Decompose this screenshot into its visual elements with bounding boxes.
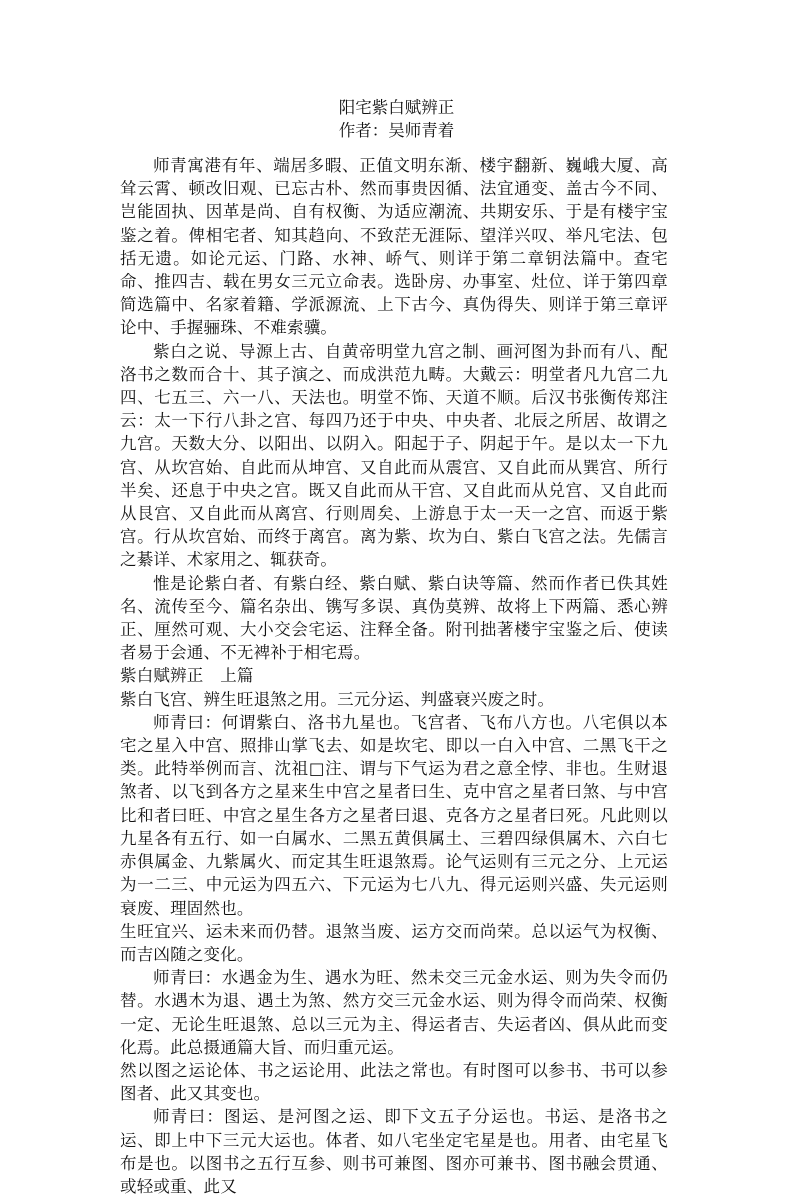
section-heading: 紫白赋辨正 上篇 [120,666,254,686]
commentary-paragraph: 师青曰：何谓紫白、洛书九星也。飞宫者、飞布八方也。八宅俱以本宅之星入中宫、照排山掌飞去、如是坎宅、即以一白入中宫、二黑飞干之类。此特举例而言、沈祖□注、谓与下气运为君之意全悖、非也。生财退煞者、以飞到各方之星来生中宫之星者曰生、克中宫之星者曰煞、与中宫比和者曰旺、中宫之星生各方之星者曰退、克各方之星者曰死。凡此则以九星各有五行、如一白属水、二黑五黄俱属土、三碧四绿俱属木、六白七赤俱属金、九紫属火、而定其生旺退煞焉。论气运则有三元之分、上元运为一二三、中元运为四五六、下元运为七八九、得元运则兴盛、失元运则衰废、理固然也。 [120,712,668,918]
verse-line: 然以图之运论体、书之运论用、此法之常也。有时图可以参书、书可以参图者、此又其变也。 [120,1060,668,1104]
commentary-paragraph: 师青曰：图运、是河图之运、即下文五子分运也。书运、是洛书之运、即上中下三元大运也。体者、如八宅坐定宅星是也。用者、由宅星飞布是也。以图书之五行互参、则书可兼图、图亦可兼书、图书融会贯通、或轻或重、此又 [120,1107,668,1196]
verse-line: 生旺宜兴、运未来而仍替。退煞当废、运方交而尚荣。总以运气为权衡、而吉凶随之变化。 [120,921,668,964]
paragraph-intro-2: 紫白之说、导源上古、自黄帝明堂九宫之制、画河图为卦而有八、配洛书之数而合十、其子演之、而成洪范九畴。大戴云：明堂者凡九宫二九四、七五三、六一八、天法也。明堂不饰、天道不顺。后汉书张衡传郑注云：太一下行八卦之宫、每四乃还于中央、中央者、北辰之所居、故谓之九宫。天数大分、以阳出、以阴入。阳起于子、阴起于午。是以太一下九宫、从坎宫始、自此而从坤宫、又自此而从震宫、又自此而从巽宫、所行半矣、还息于中央之宫。既又自此而从干宫、又自此而从兑宫、又自此而从艮宫、又自此而从离宫、行则周矣、上游息于太一天一之宫、而返于紫宫。行从坎宫始、而终于离宫。离为紫、坎为白、紫白飞宫之法。先儒言之綦详、术家用之、辄获奇。 [120,341,668,570]
commentary-paragraph: 师青曰：水遇金为生、遇水为旺、然未交三元金水运、则为失令而仍替。水遇木为退、遇土为煞、然方交三元金水运、则为得令而尚荣、权衡一定、无论生旺退煞、总以三元为主、得运者吉、失运者凶、俱从此而变化焉。此总摄通篇大旨、而归重元运。 [120,968,668,1057]
document-body [120,154,668,1198]
verse-line: 紫白飞宫、辨生旺退煞之用。三元分运、判盛衰兴废之时。 [120,689,555,709]
document-title: 阳宅紫白赋辨正 [338,98,455,117]
author-line: 作者：吴师青着 [338,121,455,140]
paragraph-intro-3: 惟是论紫白者、有紫白经、紫白赋、紫白诀等篇、然而作者已佚其姓名、流传至今、篇名杂出、镌写多误、真伪莫辨、故将上下两篇、悉心辨正、厘然可观、大小交会宅运、注释全备。附刊拙著楼宇宝鉴之后、使读者易于会通、不无裨补于相宅焉。 [120,573,668,663]
paragraph-intro-1: 师青寓港有年、端居多暇、正值文明东渐、楼宇翻新、巍峨大厦、高耸云霄、顿改旧观、已忘古朴、然而事贵因循、法宜通变、盖古今不同、岂能固执、因革是尚、自有权衡、为适应潮流、共期安乐、于是有楼宇宝鉴之着。俾相宅者、知其趋向、不致茫无涯际、望洋兴叹、举凡宅法、包括无遗。如论元运、门路、水神、峤气、则详于第二章钥法篇中。查宅命、推四吉、载在男女三元立命表。选卧房、办事室、灶位、详于第四章简选篇中、名家着籍、学派源流、上下古今、真伪得失、则详于第三章评论中、手握骊珠、不难索骥。 [120,156,668,338]
